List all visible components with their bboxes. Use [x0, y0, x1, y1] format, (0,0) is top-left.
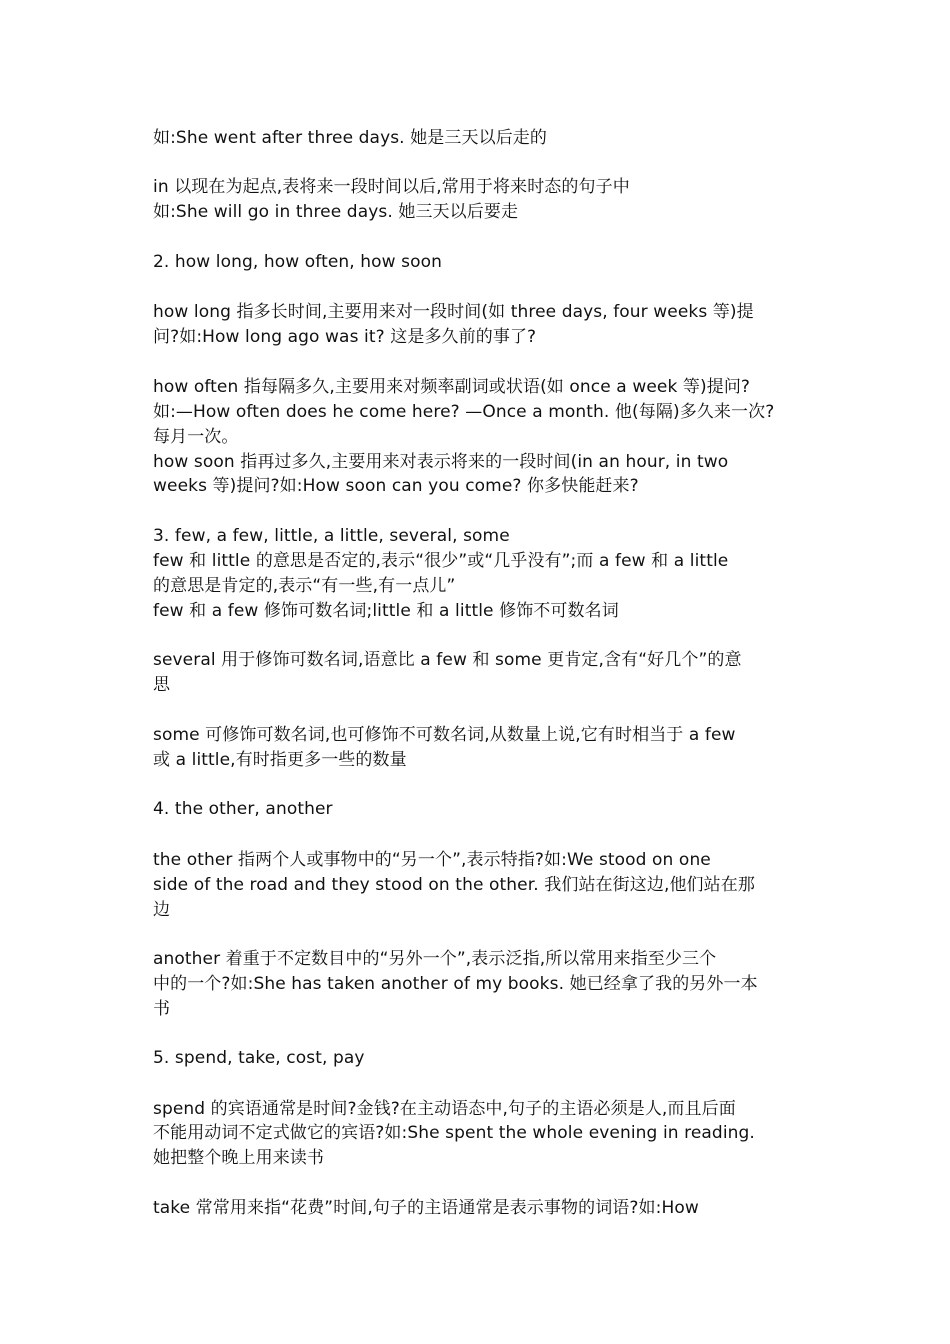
text-line: how often 指每隔多久,主要用来对频率副词或状语(如 once a week 等)提问?	[153, 377, 751, 397]
text-line: some 可修饰可数名词,也可修饰不可数名词,从数量上说,它有时相当于 a few	[153, 725, 736, 745]
text-line: 她把整个晚上用来读书	[153, 1148, 324, 1168]
text-line: the other 指两个人或事物中的“另一个”,表示特指?如:We stood on one	[153, 850, 711, 870]
text-line: 不能用动词不定式做它的宾语?如:She spent the whole evening in reading.	[153, 1123, 755, 1143]
text-line: 边	[153, 900, 171, 920]
text-line: spend 的宾语通常是时间?金钱?在主动语态中,句子的主语必须是人,而且后面	[153, 1099, 736, 1119]
text-line: how soon 指再过多久,主要用来对表示将来的一段时间(in an hour, in two	[153, 452, 729, 472]
text-line: 问?如:How long ago was it? 这是多久前的事了?	[153, 327, 537, 347]
text-line: 或 a little,有时指更多一些的数量	[153, 750, 407, 770]
text-line: another 着重于不定数目中的“另外一个”,表示泛指,所以常用来指至少三个	[153, 949, 717, 969]
text-line: 如:She will go in three days. 她三天以后要走	[153, 202, 519, 222]
text-line: few 和 little 的意思是否定的,表示“很少”或“几乎没有”;而 a few 和 a little	[153, 551, 729, 571]
text-line: 思	[153, 675, 171, 695]
text-line: how long 指多长时间,主要用来对一段时间(如 three days, four weeks 等)提	[153, 302, 754, 322]
text-line: few 和 a few 修饰可数名词;little 和 a little 修饰不可数名词	[153, 601, 619, 621]
text-line: several 用于修饰可数名词,语意比 a few 和 some 更肯定,含有“好几个”的意	[153, 650, 742, 670]
text-line: 如:She went after three days. 她是三天以后走的	[153, 128, 547, 148]
text-line: 书	[153, 999, 171, 1019]
text-line: take 常常用来指“花费”时间,句子的主语通常是表示事物的词语?如:How	[153, 1198, 699, 1218]
text-line: 如:—How often does he come here? —Once a month. 他(每隔)多久来一次?	[153, 402, 775, 422]
section-heading: 4. the other, another	[153, 799, 333, 819]
text-line: side of the road and they stood on the other. 我们站在街这边,他们站在那	[153, 875, 755, 895]
section-heading: 5. spend, take, cost, pay	[153, 1048, 365, 1068]
section-heading: 3. few, a few, little, a little, several, some	[153, 526, 510, 546]
text-line: 的意思是肯定的,表示“有一些,有一点儿”	[153, 576, 456, 596]
section-heading: 2. how long, how often, how soon	[153, 252, 442, 272]
text-line: 每月一次。	[153, 427, 239, 447]
text-line: in 以现在为起点,表将来一段时间以后,常用于将来时态的句子中	[153, 177, 630, 197]
text-line: 中的一个?如:She has taken another of my books. 她已经拿了我的另外一本	[153, 974, 758, 994]
text-line: weeks 等)提问?如:How soon can you come? 你多快能赶来?	[153, 476, 639, 496]
